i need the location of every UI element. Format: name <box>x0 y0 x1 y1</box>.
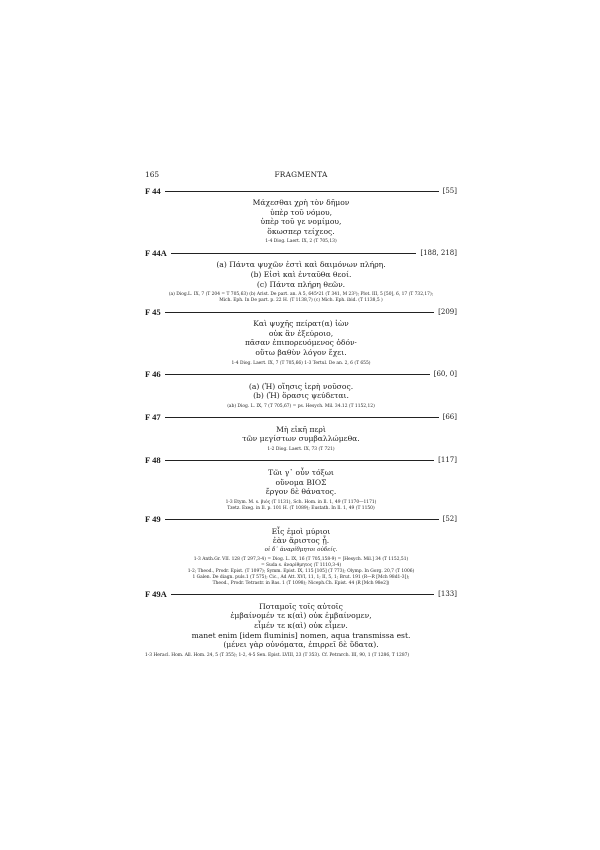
fragment-number: F 44A <box>145 247 167 258</box>
fragment-number: F 46 <box>145 369 161 380</box>
fragment-reference: [209] <box>438 307 457 316</box>
verse-line: Τῶι γ᾽ οὖν τόξωι <box>268 467 334 477</box>
fragment-number: F 48 <box>145 455 161 466</box>
source-line: 1-2 Diog. Laert. IX, 73 (T 721) <box>267 446 335 452</box>
fragment-heading <box>145 368 457 381</box>
source-apparatus <box>145 500 457 513</box>
fragment-text <box>145 260 457 289</box>
fragment-heading <box>145 513 457 526</box>
heading-rule <box>171 253 416 254</box>
verse-line: (a) Πάντα ψυχῶν ἐστὶ καὶ δαιμόνων πλήρη. <box>216 260 386 270</box>
verse-line: (c) Πάντα πλήρη θεῶν. <box>256 279 346 289</box>
verse-line: (a) (Ἡ) οἴησις ἱερὴ νοῦσος. <box>248 381 354 391</box>
verse-line: ὅκωσπερ τείχεος. <box>267 226 335 236</box>
verse-line: Καὶ ψυχῆς πείρατ(α) ἰὼν <box>253 319 349 329</box>
verse-line: εἶμέν τε κ(αὶ) οὐκ εἶμεν. <box>254 621 348 631</box>
fragment-block <box>145 184 457 246</box>
verse-line: ὑπὲρ τοῦ νόμου, <box>269 207 333 217</box>
fragment-number: F 49 <box>145 514 161 525</box>
verse-line: πᾶσαν ἐπιπορευόμενος ὁδόν· <box>244 338 358 348</box>
source-apparatus <box>145 292 457 305</box>
fragment-heading <box>145 246 457 259</box>
fragment-heading <box>145 184 457 197</box>
verse-line: Μὴ εἰκῆ περὶ <box>276 424 326 434</box>
fragment-block <box>145 246 457 305</box>
fragment-block <box>145 411 457 454</box>
fragment-heading <box>145 305 457 318</box>
source-apparatus <box>145 653 457 660</box>
verse-variant: οἱ δ᾽ ἀναρίθμητοι οὐδείς. <box>264 546 338 553</box>
verse-line: ἐμβαίνομέν τε κ(αὶ) οὐκ ἐμβαίνομεν, <box>230 611 372 621</box>
fragment-reference: [52] <box>442 515 457 524</box>
source-line: 1-3 Anth.Gr. VII. 128 (T 297,3-4) = Diog. L. IX, 16 (T 705,158-9) = [Hesych. Mil.] 34 (T 1152,51) <box>193 556 409 562</box>
fragment-block <box>145 305 457 367</box>
verse-line: (b) Εἰσὶ καὶ ἐνταῦθα θεοί. <box>250 269 352 279</box>
source-line: 1 Galen. De diagn. puls.1 (T 575); Cic., Ad Att. XVI, 11, 1; II, 5, 1; Brut. 191 (R—R [Mch 98d1-3]); <box>192 574 410 580</box>
verse-line: Ποταμοῖς τοῖς αὐτοῖς <box>259 601 343 611</box>
fragment-block <box>145 513 457 588</box>
fragment-reference: [55] <box>442 186 457 195</box>
verse-line: οὐκ ἂν ἐξεύροιο, <box>268 328 334 338</box>
heading-rule <box>165 460 434 461</box>
fragment-block <box>145 454 457 513</box>
source-line: Mich. Eph. In De part. p. 22 H. (T 1138,7) (c) Mich. Eph. ibid. (T 1138,5 ) <box>219 298 383 304</box>
fragment-number: F 49A <box>145 589 167 600</box>
fragment-number: F 47 <box>145 412 161 423</box>
verse-line: οὕτω βαθὺν λόγον ἔχει. <box>255 347 347 357</box>
heading-rule <box>165 191 439 192</box>
source-line: 1-4 Diog. Laert. IX, 7 (T 705,66) 1-3 Tertul. De an. 2, 6 (T 655) <box>231 360 371 366</box>
verse-line: ὑπὲρ τοῦ γε νομίμου, <box>260 217 342 227</box>
fragment-text <box>145 527 457 554</box>
fragment-reference: [133] <box>438 590 457 599</box>
fragment-heading <box>145 588 457 601</box>
source-line: Tzetz. Exeg. in Il. p. 101 H. (T 1089); Eustath. In Il. 1, 49 (T 1150) <box>227 505 375 511</box>
source-apparatus <box>145 557 457 588</box>
running-title: FRAGMENTA <box>274 170 328 179</box>
heading-rule <box>165 374 430 375</box>
source-apparatus <box>145 404 457 411</box>
source-line: = Suda s. ἀναρίθμητος (T 1110,3-4) <box>260 562 342 568</box>
source-line: 1-3 Etym. M. s. βιός (T 1131), Sch. Hom. in Il. 1, 49 (T 1170—1171) <box>225 499 377 505</box>
page-number: 165 <box>145 170 160 179</box>
verse-line: (μένει γὰρ οὐνόματα, ἐπιρρεῖ δὲ ὕδατα). <box>223 640 379 650</box>
fragment-reference: [188, 218] <box>420 248 457 257</box>
fragment-text <box>145 468 457 497</box>
source-line: (a) Diog.L. IX, 7 (T 204 = T 705,63) (b) Arist. De part. an. A 5, 645ᵃ21 (T 341, M 23²); Plot. III, 5 [50], 6, 17 (T 732,17); <box>168 292 434 298</box>
source-line: 1-4 Diog. Laert. IX, 2 (T 705,13) <box>265 239 337 245</box>
heading-rule <box>165 417 439 418</box>
page <box>145 170 457 660</box>
verse-line: ἐὰν ἄριστος ᾖ. <box>272 536 330 546</box>
fragment-number: F 45 <box>145 306 161 317</box>
fragment-text <box>145 382 457 401</box>
heading-rule <box>165 519 439 520</box>
source-line: Theod., Prodr. Tetrastr. in Bas. 1 (T 1098); Niceph.Ch. Epist. 44 (R [Mch 98e2]) <box>212 580 390 586</box>
fragment-heading <box>145 411 457 424</box>
fragment-text <box>145 425 457 444</box>
fragment-block <box>145 368 457 411</box>
source-apparatus <box>145 447 457 454</box>
verse-line: ἔργον δὲ θάνατος. <box>265 487 337 497</box>
verse-line: (b) (Ἡ) ὅρασις ψεύδεται. <box>253 391 349 401</box>
fragment-reference: [60, 0] <box>433 370 457 379</box>
verse-line: Εἷς ἐμοὶ μύριοι <box>271 526 331 536</box>
verse-line: τῶν μεγίστων συμβαλλώμεθα. <box>242 434 360 444</box>
source-apparatus <box>145 239 457 246</box>
fragment-heading <box>145 454 457 467</box>
source-line: (ab) Diog. L. IX, 7 (T 705,67) = ps. Hesych. Mil. 34.12 (T 1152,12) <box>227 403 375 409</box>
heading-rule <box>171 594 434 595</box>
fragment-number: F 44 <box>145 185 161 196</box>
verse-line: οὔνομα ΒΙΟΣ <box>275 477 327 487</box>
fragment-text <box>145 198 457 236</box>
source-apparatus <box>145 361 457 368</box>
fragments-list <box>145 184 457 660</box>
source-line: 1-2; Theod., Prodr. Epist. (T 1097); Symm. Epist. IX, 115 [105] (T 773); Olymp. In Gorg. 20,7 (T 1006) <box>187 568 415 574</box>
fragment-text <box>145 602 457 650</box>
fragment-text <box>145 319 457 357</box>
fragment-reference: [117] <box>438 456 457 465</box>
fragment-block <box>145 588 457 660</box>
fragment-reference: [66] <box>442 413 457 422</box>
source-line: 1-3 Heracl. Hom. All. Hom. 24, 5 (T 355); 1-2, 4-5 Sen. Epist. LVIII, 23 (T 353). Cf. Petrarch. III, 90, 1 (T 1286, T 1287) <box>145 652 410 658</box>
running-header <box>145 170 457 184</box>
verse-line: Μάχεσθαι χρὴ τὸν δῆμον <box>252 198 350 207</box>
verse-line: manet enim [idem fluminis] nomen, aqua transmissa est. <box>191 630 411 640</box>
heading-rule <box>165 312 434 313</box>
